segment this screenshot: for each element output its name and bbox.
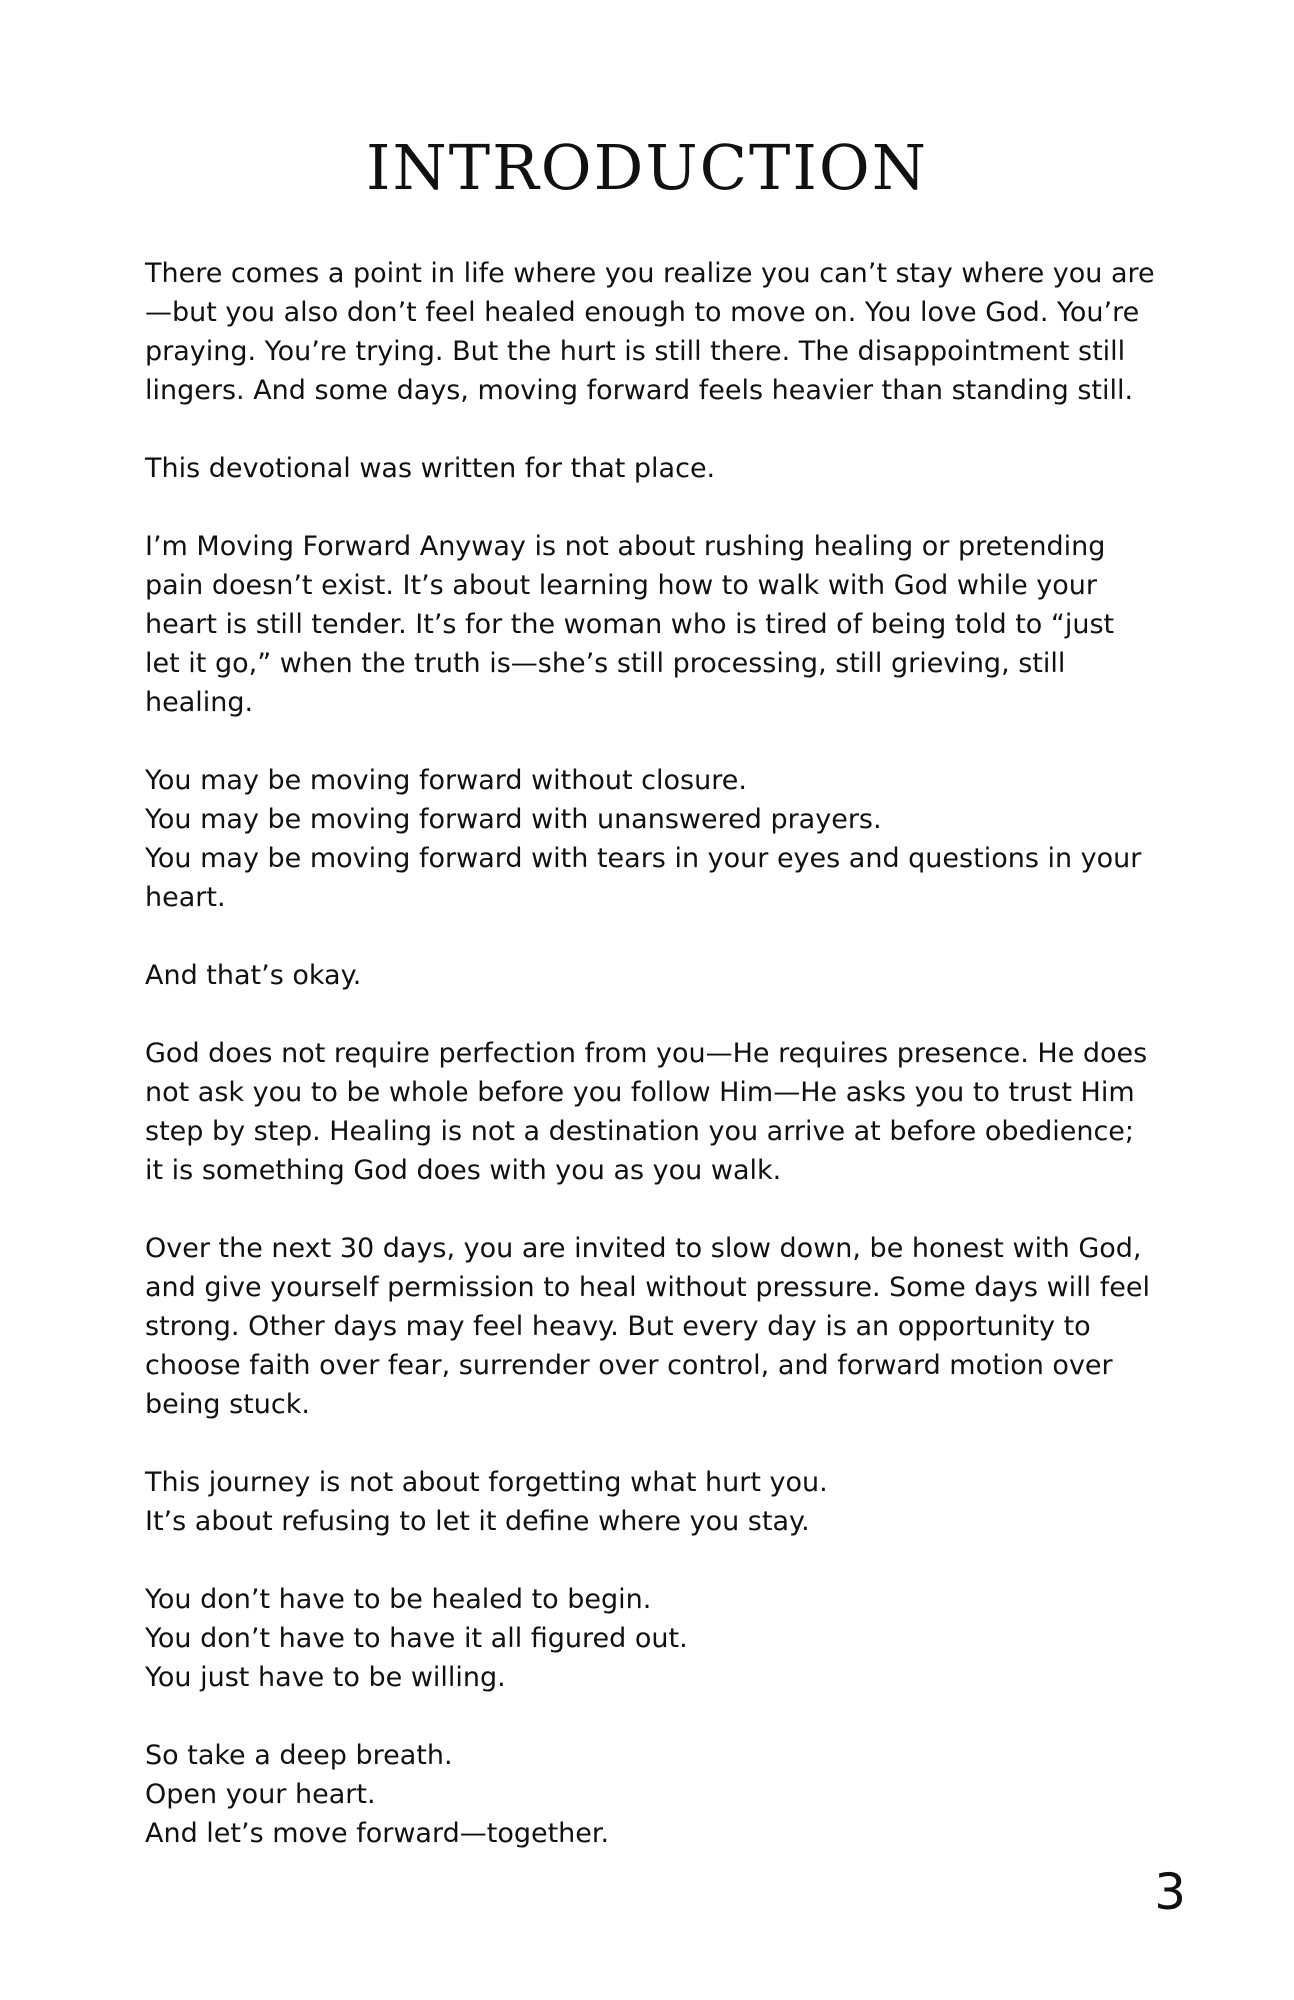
- paragraph-line: You don’t have to be healed to begin.: [145, 1584, 652, 1615]
- paragraph-line: You just have to be willing.: [145, 1662, 506, 1693]
- paragraph-line: This journey is not about forgetting what hurt you.: [145, 1467, 828, 1498]
- paragraph-line: And let’s move forward—together.: [145, 1818, 610, 1849]
- paragraph: [145, 956, 1155, 995]
- paragraph: [145, 254, 1155, 410]
- paragraph-line: I’m Moving Forward Anyway is not about rushing healing or pretending pain doesn’t exist. It’s about learning how to walk with God while your heart is still tender. It’s for the woman who is tired of being told to “just let it go,” when the truth is—she’s still processing, still grieving, still healing.: [145, 531, 1115, 718]
- paragraph: [145, 1736, 1155, 1853]
- paragraph-line: Open your heart.: [145, 1779, 376, 1810]
- paragraph: [145, 1034, 1155, 1190]
- paragraph-line: It’s about refusing to let it define where you stay.: [145, 1506, 810, 1537]
- paragraph: [145, 761, 1155, 917]
- paragraph-line: You may be moving forward with tears in your eyes and questions in your heart.: [145, 843, 1142, 913]
- paragraph: [145, 449, 1155, 488]
- paragraph-line: You may be moving forward with unanswered prayers.: [145, 804, 882, 835]
- body-text: [145, 254, 1155, 1892]
- paragraph-line: You may be moving forward without closure.: [145, 765, 747, 796]
- paragraph: [145, 1229, 1155, 1424]
- page-number: 3: [1154, 1863, 1186, 1921]
- paragraph-line: Over the next 30 days, you are invited to slow down, be honest with God, and give yourself permission to heal without pressure. Some days will feel strong. Other days may feel heavy. But every day is an opportunity to choose faith over fear, surrender over control, and forward motion over being stuck.: [145, 1233, 1150, 1420]
- page-title: INTRODUCTION: [366, 131, 928, 204]
- paragraph-line: And that’s okay.: [145, 960, 362, 991]
- paragraph: [145, 1580, 1155, 1697]
- paragraph-line: So take a deep breath.: [145, 1740, 453, 1771]
- paragraph-line: God does not require perfection from you—He requires presence. He does not ask you to be whole before you follow Him—He asks you to trust Him step by step. Healing is not a destination you arrive at before obedience; it is something God does with you as you walk.: [145, 1038, 1148, 1186]
- paragraph: [145, 1463, 1155, 1541]
- paragraph: [145, 527, 1155, 722]
- paragraph-line: You don’t have to have it all figured out.: [145, 1623, 688, 1654]
- paragraph-line: This devotional was written for that place.: [145, 453, 716, 484]
- paragraph-line: There comes a point in life where you realize you can’t stay where you are—but you also don’t feel healed enough to move on. You love God. You’re praying. You’re trying. But the hurt is still there. The disappointment still lingers. And some days, moving forward feels heavier than standing still.: [145, 258, 1155, 406]
